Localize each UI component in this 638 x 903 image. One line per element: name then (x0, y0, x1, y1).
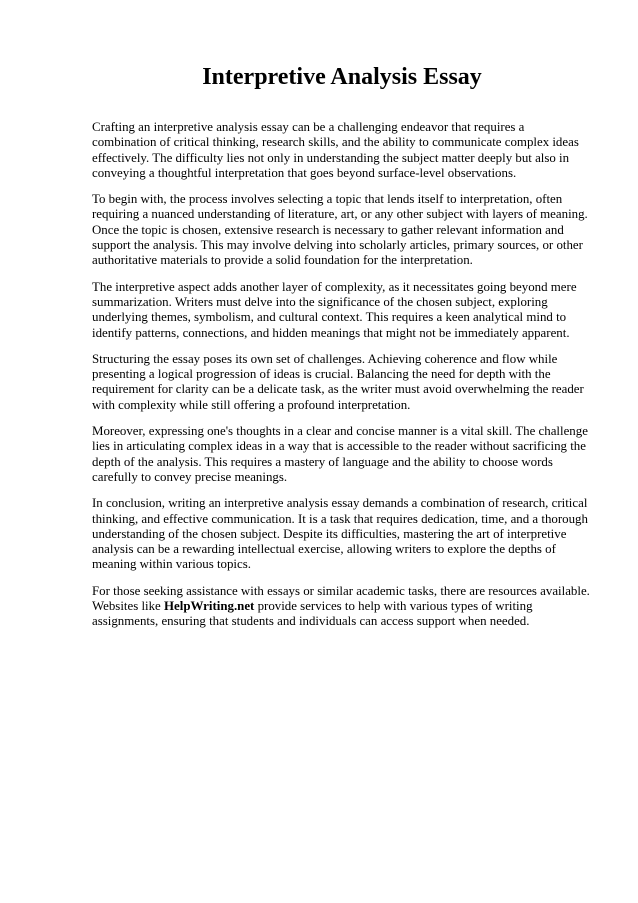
paragraph-expression: Moreover, expressing one's thoughts in a clear and concise manner is a vital skill. The challenge lies in articulating complex ideas in a way that is accessible to the reader without sacrificing the depth of the analysis. This requires a mastery of language and the ability to choose words carefully to convey precise meanings. (92, 424, 588, 484)
document-title: Interpretive Analysis Essay (202, 64, 482, 90)
helpwriting-link[interactable]: HelpWriting.net (164, 599, 255, 614)
resources-text-after: provide services to help with various types of writing assignments, ensuring that students and individuals can access support when needed. (92, 599, 533, 629)
resources-text-before: For those seeking assistance with essays or similar academic tasks, there are resources available. Websites like (92, 583, 590, 614)
paragraph-conclusion: In conclusion, writing an interpretive analysis essay demands a combination of research, critical thinking, and effective communication. It is a task that requires dedication, time, and a thorough understanding of the chosen subject. Despite its difficulties, mastering the art of interpretive analysis can be a rewarding intellectual exercise, allowing writers to explore the depths of meaning within various topics. (92, 496, 588, 572)
paragraph-resources (92, 584, 592, 630)
paragraph-interpretive-aspect: The interpretive aspect adds another layer of complexity, as it necessitates going beyond mere summarization. Writers must delve into the significance of the chosen subject, exploring underlying themes, symbolism, and cultural context. This requires a keen analytical mind to identify patterns, connections, and hidden meanings that might not be immediately apparent. (92, 279, 577, 340)
paragraph-structuring: Structuring the essay poses its own set of challenges. Achieving coherence and flow while presenting a logical progression of ideas is crucial. Balancing the need for depth with the requirement for clarity can be a delicate task, as the writer must avoid overwhelming the reader with complexity while still offering a profound interpretation. (92, 351, 584, 412)
paragraph-topic-selection: To begin with, the process involves selecting a topic that lends itself to interpretation, often requiring a nuanced understanding of literature, art, or any other subject with layers of meaning. Once the topic is chosen, extensive research is necessary to gather relevant information and support the analysis. This may involve delving into scholarly articles, primary sources, or other authoritative materials to provide a solid foundation for the interpretation. (92, 192, 588, 268)
paragraph-intro: Crafting an interpretive analysis essay can be a challenging endeavor that requires a combination of critical thinking, research skills, and the ability to communicate complex ideas effectively. The difficulty lies not only in understanding the subject matter deeply but also in conveying a thoughtful interpretation that goes beyond surface-level observations. (92, 120, 579, 180)
